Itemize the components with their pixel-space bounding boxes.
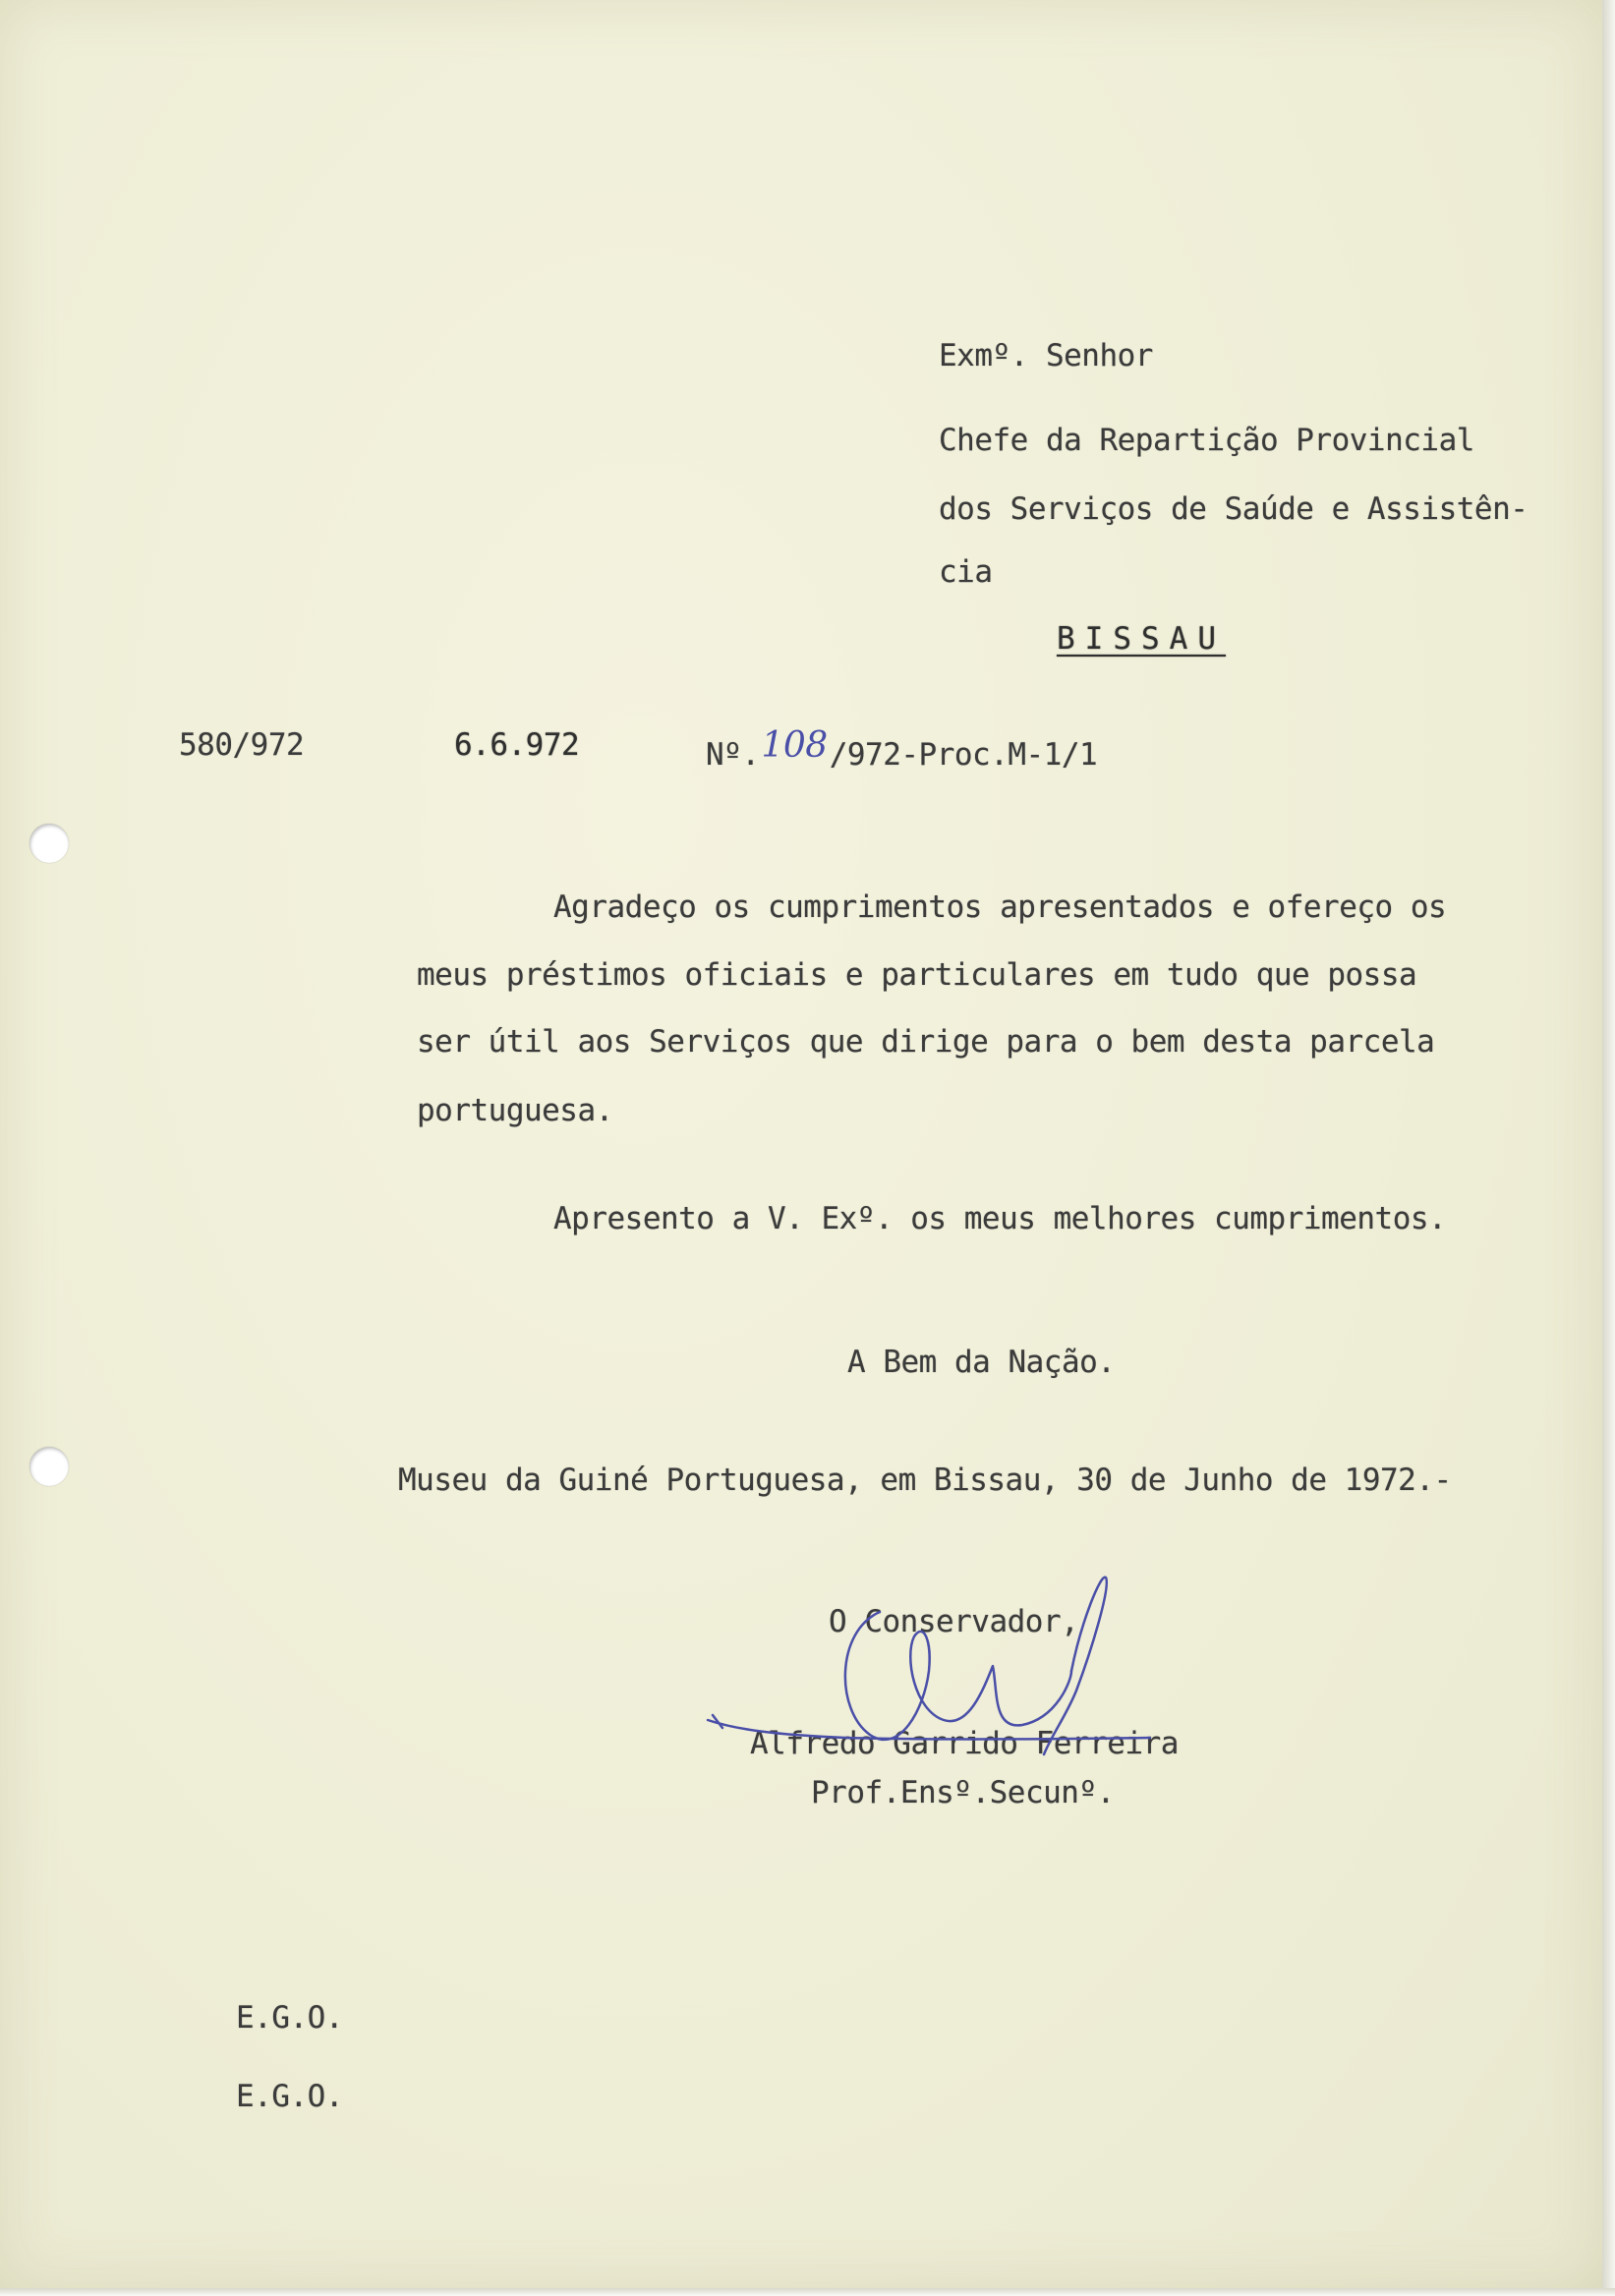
our-reference-suffix: /972-Proc.M-1/1 <box>829 737 1098 773</box>
our-reference-prefix: Nº. <box>706 737 760 773</box>
copy-mark-2: E.G.O. <box>236 2079 343 2114</box>
body-paragraph-1-line-2: meus préstimos oficiais e particulares em tudo que possa <box>417 957 1417 993</box>
copy-mark-1: E.G.O. <box>236 2000 343 2036</box>
page-edge-bottom <box>0 2288 1615 2296</box>
signatory-role: O Conservador, <box>829 1604 1079 1639</box>
addressee-salutation: Exmº. Senhor <box>939 338 1153 373</box>
addressee-line-1: Chefe da Repartição Provincial <box>939 423 1474 458</box>
body-paragraph-2: Apresento a V. Exº. os meus melhores cumprimentos. <box>553 1201 1447 1236</box>
their-date: 6.6.972 <box>454 727 580 763</box>
place-and-date: Museu da Guiné Portuguesa, em Bissau, 30 de Junho de 1972.- <box>398 1463 1452 1498</box>
punch-hole-bottom <box>29 1447 69 1486</box>
addressee-city: BISSAU <box>1057 621 1226 657</box>
addressee-line-2: dos Serviços de Saúde e Assistên- <box>939 491 1528 527</box>
closing-formula: A Bem da Nação. <box>847 1345 1116 1380</box>
handwritten-signature <box>688 1563 1278 1799</box>
signatory-title: Prof.Ensº.Secunº. <box>811 1775 1115 1810</box>
body-paragraph-1-line-1: Agradeço os cumprimentos apresentados e ofereço os <box>553 890 1447 925</box>
punch-hole-top <box>29 824 69 863</box>
body-paragraph-1-line-3: ser útil aos Serviços que dirige para o bem desta parcela <box>417 1024 1435 1060</box>
their-reference: 580/972 <box>179 727 305 763</box>
handwritten-reference-number: 108 <box>761 725 828 766</box>
addressee-line-3: cia <box>939 554 993 590</box>
our-reference <box>706 725 1098 774</box>
signatory-name: Alfredo Garrido Ferreira <box>750 1726 1179 1761</box>
page-edge-right <box>1602 0 1615 2296</box>
body-paragraph-1-line-4: portuguesa. <box>417 1093 613 1128</box>
